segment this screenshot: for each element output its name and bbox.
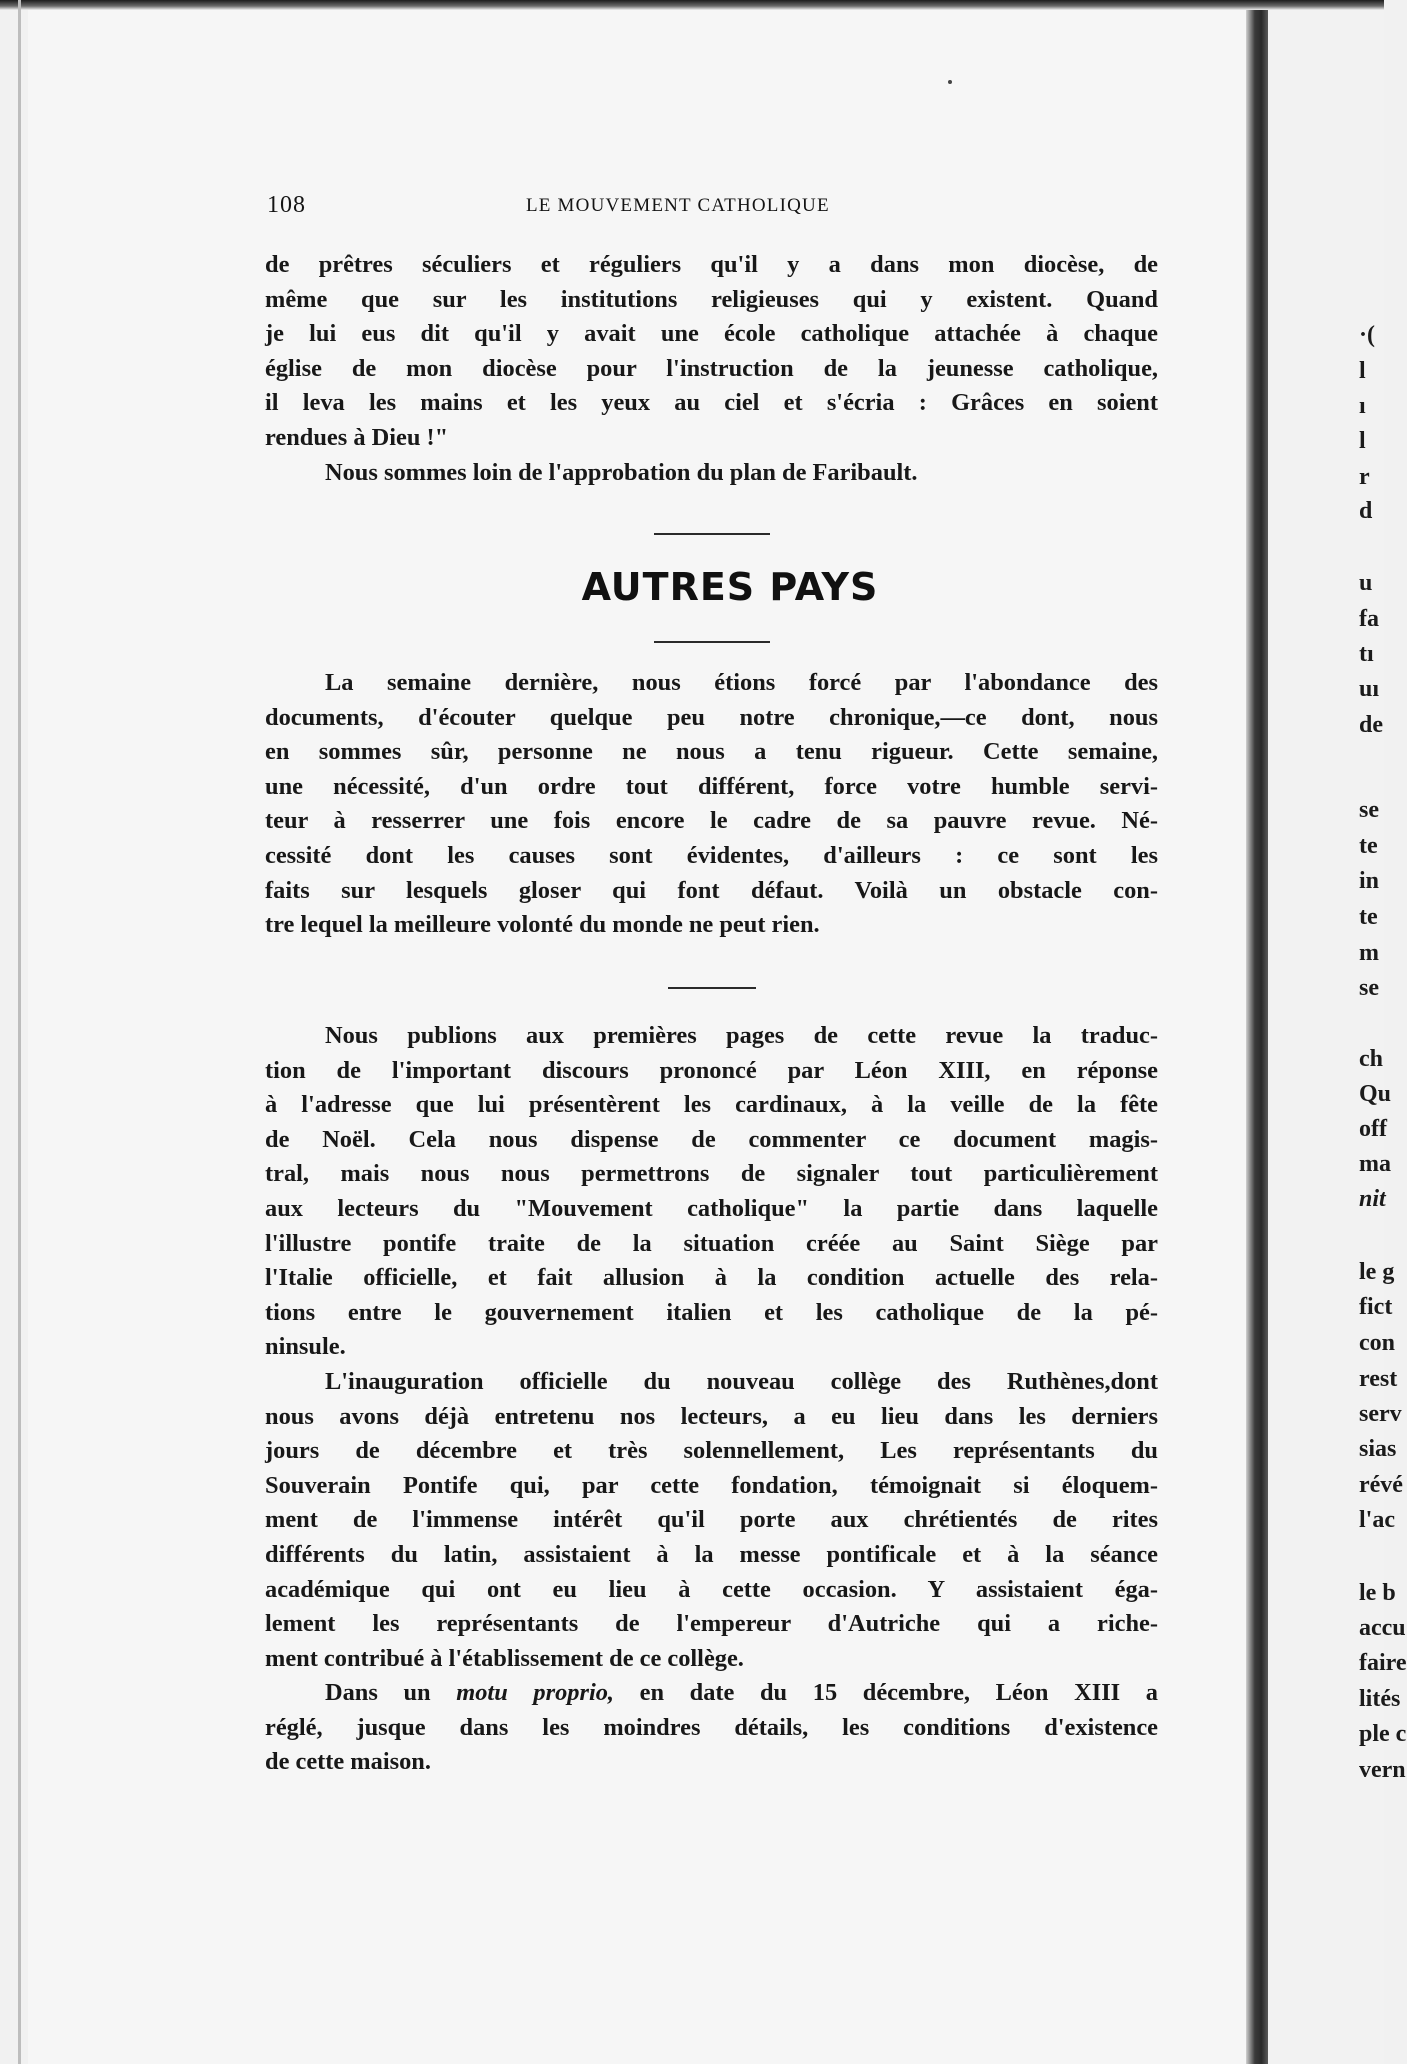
text-line: ninsule.	[265, 1333, 346, 1361]
facing-page-text-fragment: l	[1359, 428, 1366, 454]
text-line: aux lecteurs du "Mouvement catholique" la partie dans laquelle	[265, 1194, 1158, 1222]
text-line: jours de décembre et très solennellement, Les représentants du	[265, 1437, 1158, 1465]
facing-page-text-fragment: de	[1359, 712, 1383, 738]
facing-page-text-fragment: le b	[1359, 1580, 1396, 1606]
text-line: même que sur les institutions religieuses qui y existent. Quand	[265, 285, 1158, 313]
text-line: Nous sommes loin de l'approbation du plan de Faribault.	[325, 458, 918, 486]
facing-page-text-fragment: se	[1359, 975, 1379, 1001]
facing-page-text-fragment: ·(	[1359, 322, 1375, 348]
facing-page-text-fragment: serv	[1359, 1401, 1402, 1427]
text-line	[265, 1676, 1158, 1711]
facing-page-text-fragment: accu	[1359, 1615, 1406, 1641]
scan-edge	[0, 0, 1384, 10]
page-header	[267, 192, 907, 218]
facing-page-text-fragment: ple c	[1359, 1721, 1407, 1747]
text-line: de Noël. Cela nous dispense de commenter ce document magis-	[265, 1125, 1158, 1153]
facing-page-text-fragment: nit	[1359, 1186, 1386, 1212]
facing-page-text-fragment: m	[1359, 940, 1379, 966]
facing-page-text-fragment: d	[1359, 498, 1373, 524]
facing-page-text-fragment: tı	[1359, 641, 1374, 667]
text-line: lement les représentants de l'empereur d'Autriche qui a riche-	[265, 1610, 1158, 1638]
facing-page-text-fragment: l	[1359, 358, 1366, 384]
facing-page-text-fragment: off	[1359, 1116, 1387, 1142]
scan-speck	[948, 80, 952, 84]
text-line: Souverain Pontife qui, par cette fondation, témoignait si éloquem-	[265, 1471, 1158, 1499]
text-line: ment contribué à l'établissement de ce collège.	[265, 1644, 744, 1672]
section-rule-top	[654, 533, 770, 535]
facing-page-text-fragment: vern	[1359, 1757, 1406, 1783]
facing-page-text-fragment: te	[1359, 833, 1378, 859]
facing-page-text-fragment: révé	[1359, 1472, 1403, 1498]
facing-page-text-fragment: Qu	[1359, 1081, 1392, 1107]
text-line: tral, mais nous nous permettrons de signaler tout particulièrement	[265, 1160, 1158, 1188]
italic-phrase: motu proprio,	[456, 1679, 615, 1706]
paragraph-3	[265, 1365, 1158, 1676]
facing-page-text-fragment: se	[1359, 797, 1379, 823]
text-line: académique qui ont eu lieu à cette occasion. Y assistaient éga-	[265, 1575, 1158, 1603]
text-line: l'Italie officielle, et fait allusion à la condition actuelle des rela-	[265, 1264, 1158, 1292]
scan-left-edge	[18, 0, 21, 2064]
facing-page-text-fragment: rest	[1359, 1366, 1398, 1392]
facing-page-text-fragment: l'ac	[1359, 1507, 1395, 1533]
text-line: une nécessité, d'un ordre tout différent, force votre humble servi-	[265, 772, 1158, 800]
facing-page-text-fragment: ma	[1359, 1151, 1391, 1177]
opening-paragraph	[265, 248, 1158, 490]
text-line: différents du latin, assistaient à la messe pontificale et à la séance	[265, 1540, 1158, 1568]
paragraph-separator	[668, 987, 756, 989]
text-line: nous avons déjà entretenu nos lecteurs, a eu lieu dans les derniers	[265, 1402, 1158, 1430]
section-rule-bottom	[654, 641, 770, 643]
facing-page-text-fragment: in	[1359, 868, 1380, 894]
facing-page-text-fragment: ch	[1359, 1046, 1383, 1072]
facing-page-text-fragment: ı	[1359, 393, 1366, 419]
text-line: je lui eus dit qu'il y avait une école catholique attachée à chaque	[265, 320, 1158, 348]
text-line: tion de l'important discours prononcé par Léon XIII, en réponse	[265, 1056, 1158, 1084]
facing-page-text-fragment: te	[1359, 904, 1378, 930]
text-line: rendues à Dieu !"	[265, 423, 449, 451]
text-line: il leva les mains et les yeux au ciel et s'écria : Grâces en soient	[265, 389, 1158, 417]
facing-page-text-fragment: r	[1359, 464, 1370, 490]
text-line: l'illustre pontife traite de la situation créée au Saint Siège par	[265, 1229, 1158, 1257]
page-number: 108	[267, 192, 306, 218]
text-line: en sommes sûr, personne ne nous a tenu rigueur. Cette semaine,	[265, 738, 1158, 766]
text-line: faits sur lesquels gloser qui font défaut. Voilà un obstacle con-	[265, 876, 1158, 904]
paragraph-4	[265, 1676, 1158, 1780]
text-line: documents, d'écouter quelque peu notre chronique,—ce dont, nous	[265, 703, 1158, 731]
text-line: tre lequel la meilleure volonté du monde ne peut rien.	[265, 911, 820, 939]
facing-page-text-fragment: fa	[1359, 606, 1379, 632]
text-line: L'inauguration officielle du nouveau collège des Ruthènes,dont	[325, 1368, 1158, 1395]
text-line: teur à resserrer une fois encore le cadre de sa pauvre revue. Né-	[265, 807, 1158, 835]
facing-page-text-fragment: u	[1359, 570, 1373, 596]
facing-page-text-fragment: le g	[1359, 1259, 1395, 1285]
section-title: AUTRES PAYS	[581, 565, 879, 609]
text-line: à l'adresse que lui présentèrent les cardinaux, à la veille de la fête	[265, 1091, 1158, 1119]
paragraph-2	[265, 1019, 1158, 1365]
facing-page-text-fragment: faire	[1359, 1650, 1407, 1676]
facing-page-text-fragment: sias	[1359, 1436, 1397, 1462]
text-line: église de mon diocèse pour l'instruction de la jeunesse catholique,	[265, 354, 1158, 382]
facing-page-fragment	[1268, 10, 1407, 2064]
text-line: de cette maison.	[265, 1748, 431, 1776]
text-line: La semaine dernière, nous étions forcé par l'abondance des	[325, 669, 1158, 696]
text-line: ment de l'immense intérêt qu'il porte aux chrétientés de rites	[265, 1506, 1158, 1534]
text-line: cessité dont les causes sont évidentes, d'ailleurs : ce sont les	[265, 841, 1158, 869]
text-line: de prêtres séculiers et réguliers qu'il y a dans mon diocèse, de	[265, 251, 1158, 278]
facing-page-text-fragment: fict	[1359, 1294, 1393, 1320]
text-line: réglé, jusque dans les moindres détails, les conditions d'existence	[265, 1713, 1158, 1741]
paragraph-1	[265, 666, 1158, 943]
running-head: LE MOUVEMENT CATHOLIQUE	[526, 195, 830, 216]
text-run: Dans un	[325, 1679, 431, 1706]
text-run: en date du 15 décembre, Léon XIII a	[639, 1679, 1158, 1706]
text-line: tions entre le gouvernement italien et les catholique de la pé-	[265, 1298, 1158, 1326]
facing-page-text-fragment: uı	[1359, 676, 1380, 702]
text-line: Nous publions aux premières pages de cette revue la traduc-	[325, 1022, 1158, 1049]
facing-page-text-fragment: con	[1359, 1330, 1395, 1356]
book-gutter	[1246, 10, 1268, 2064]
facing-page-text-fragment: lités	[1359, 1686, 1401, 1712]
